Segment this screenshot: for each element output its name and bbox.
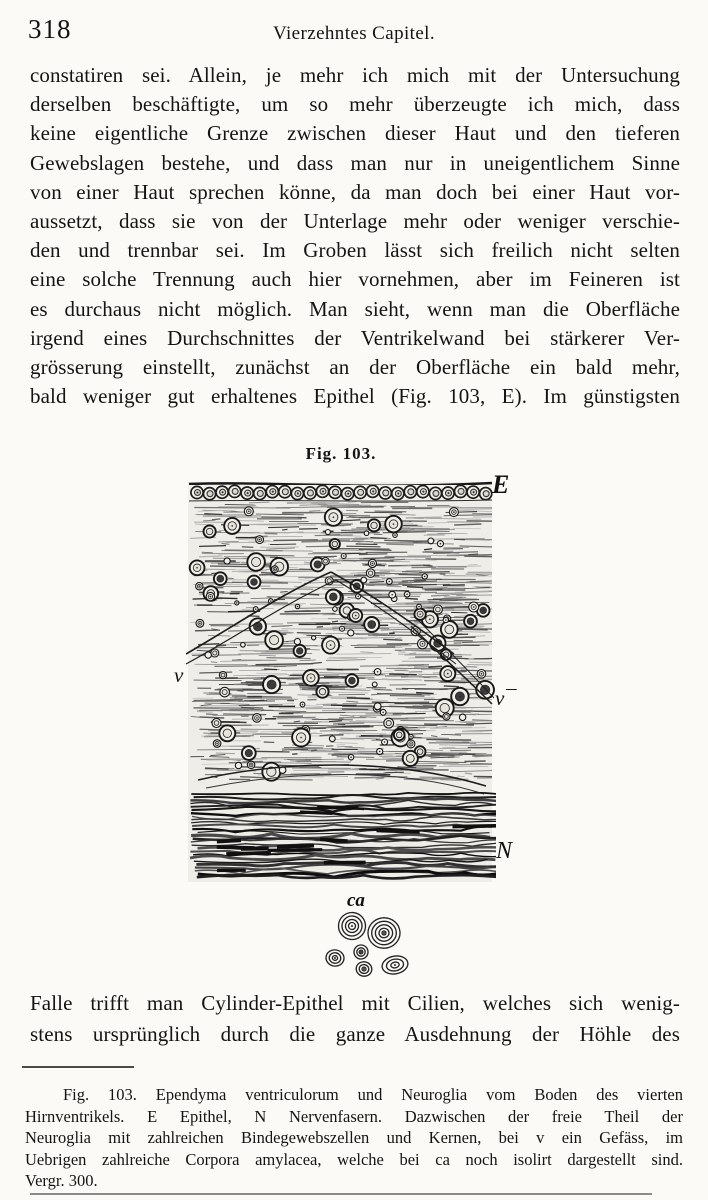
text-line: Falle trifft man Cylinder-Epithel mit Cilien, welches sich wenig-	[30, 991, 680, 1015]
text-line: grösserung einstellt, zunächst an der Oberfläche ein bald mehr,	[30, 354, 680, 379]
text-line: constatiren sei. Allein, je mehr ich mich mit der Untersuchung	[30, 63, 680, 87]
figure-label-gefaess: v	[174, 663, 184, 687]
text-line: keine eigentliche Grenze zwischen dieser Haut und den tieferen	[30, 121, 680, 146]
tissue-illustration	[186, 476, 496, 888]
page-number: 318	[28, 14, 72, 44]
text-line: stens ursprünglich durch die ganze Ausdehnung der Höhle des	[30, 1022, 680, 1046]
paragraph-top	[30, 61, 680, 411]
caption-line: Neuroglia mit zahlreichen Bindegewebszellen und Kernen, bei v ein Gefäss, im	[25, 1128, 683, 1148]
corpora-amylacea-drawing	[318, 906, 418, 986]
figure-caption	[25, 1084, 683, 1192]
corpora-amylacea-cluster	[318, 906, 418, 986]
figure-label-nervenfasern: N	[496, 838, 513, 864]
caption-line: Hirnventrikels. E Epithel, N Nervenfasern. Dazwischen der freie Theil der	[25, 1106, 683, 1126]
text-line: den und trennbar sei. Im Groben lässt sich freilich nicht selten	[30, 238, 680, 263]
caption-line: Uebrigen zahlreiche Corpora amylacea, welche bei ca noch isolirt dargestellt sind.	[25, 1149, 683, 1169]
figure-label-gefaess-2: v¯	[495, 686, 515, 710]
caption-separator-rule	[22, 1066, 134, 1068]
caption-line: Vergr. 300.	[25, 1171, 98, 1191]
text-line: bald weniger gut erhaltenes Epithel (Fig. 103, E). Im günstigsten	[30, 384, 680, 409]
text-line: aussetzt, dass sie von der Unterlage mehr oder weniger verschie-	[30, 208, 680, 233]
figure-label-corpora-amylacea: ca	[347, 890, 365, 911]
running-title: Vierzehntes Capitel.	[273, 23, 435, 44]
figure-label-epithel: E	[492, 470, 510, 499]
text-line: derselben beschäftigte, um so mehr überzeugte ich mich, dass	[30, 92, 680, 117]
paragraph-bottom	[30, 988, 680, 1050]
text-line: es durchaus nicht möglich. Man sieht, wenn man die Oberfläche	[30, 296, 680, 321]
caption-line: Fig. 103. Ependyma ventriculorum und Neuroglia vom Boden des vierten	[63, 1085, 683, 1104]
text-line: von einer Haut sprechen könne, da man doch bei einer Haut vor-	[30, 179, 680, 204]
figure-engraving	[186, 476, 496, 888]
figure-title: Fig. 103.	[305, 444, 377, 463]
text-line: eine solche Trennung auch hier vornehmen, aber im Feineren ist	[30, 267, 680, 292]
text-line: irgend eines Durchschnittes der Ventrikelwand bei stärkerer Ver-	[30, 325, 680, 350]
text-line: Gewebslagen bestehe, und dass man nur in uneigentlichem Sinne	[30, 150, 680, 175]
page-bottom-rule	[30, 1193, 652, 1195]
